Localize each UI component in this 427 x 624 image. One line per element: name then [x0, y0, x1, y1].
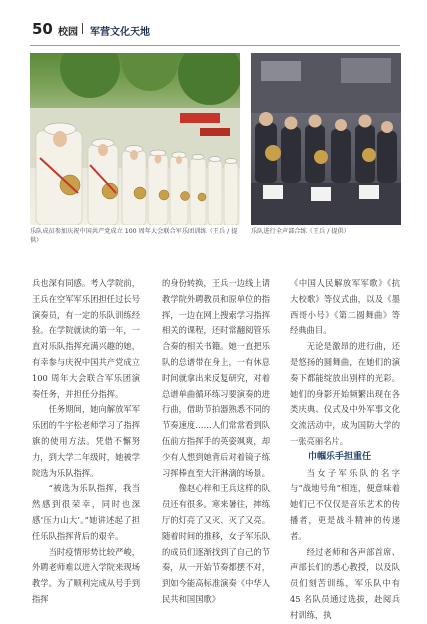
- text-column-3: [290, 276, 400, 624]
- header-rule: [30, 45, 400, 46]
- section-name: 校园: [58, 27, 78, 38]
- text-column-2: [162, 276, 270, 608]
- paragraph: 无论是激昂的进行曲，还是悠扬的圆舞曲，在她们的演奏下都能绽放出别样的光彩。她们的身影开始频繁出现在各类庆典、仪式及中外军事文化交流活动中，成为国防大学的一张亮丽名片。: [290, 341, 400, 446]
- paragraph: 的身份转换，王兵一边线上请教学院外聘教员和原单位的指挥，一边在网上搜索学习指挥相关的课程，还时常翻阅管乐合奏的相关书籍。她一直把乐队的总谱带在身上，一有休息时间就拿出来反复研究，对着总谱单曲循环练习要演奏的进行曲，借助节拍器熟悉不同的节奏速度……人们常常看到队伍前方指挥手的英姿飒爽，却少有人想到她背后对着镜子练习挥棒直至大汗淋漓的场景。: [162, 278, 270, 478]
- section-subheading: 巾帼乐手担重任: [308, 451, 372, 462]
- paragraph: 经过老师和各声部首席、声部长们的悉心教授，以及队员们刻苦训练，军乐队中有 45 名队员通过选拔，赴阅兵村训练，执: [290, 546, 400, 620]
- left-photo-caption: 乐队成员参加庆祝中国共产党成立 100 周年大会联合军乐团训练（王兵 / 提供）: [30, 228, 238, 244]
- paragraph: 像赵心梓和王兵这样的队员还有很多。寒来暑往，摔练厅的灯亮了又灭、灭了又亮。随着时间的推移，女子军乐队的成员们逐渐找到了自己的节奏，从一开始节奏都摆不对，到如今能高标准演奏《中华人民共和国国歌》: [162, 483, 270, 604]
- paragraph: 当时疫情形势比较严峻，外聘老师难以进入学院来现场教学。为了顺利完成从号手到指挥: [32, 546, 140, 604]
- page-number: 50: [32, 20, 53, 38]
- paragraph: 《中国人民解放军军歌》《抗大校歌》等仪式曲，以及《墨西哥小号》《第二圆舞曲》等经典曲目。: [290, 278, 400, 336]
- header-divider: [82, 23, 83, 34]
- paragraph: 任务期间，她向解放军军乐团的牛宇松老师学习了指挥旗的使用方法。凭借不懈努力，到大学二年级时，她被学院选为乐队指挥。: [32, 404, 140, 478]
- right-photo-caption: 乐队进行全声部合练（王兵 / 提供）: [251, 228, 350, 235]
- column-name: 军营文化天地: [90, 27, 150, 38]
- text-column-1: [32, 276, 140, 608]
- paragraph: 兵也深有同感。考入学院前，王兵在空军军乐团担任过长号演奏员，有一定的乐队训练经验。在学院就读的第一年，一直对乐队指挥充满兴趣的她，有幸参与庆祝中国共产党成立 100 周年大会联合军乐团演奏任务，并担任分指挥。: [32, 278, 140, 399]
- band-training-photo: [30, 53, 240, 225]
- paragraph: 当女子军乐队的名字与“战地号角”相连，便意味着她们已不仅仅是音乐艺术的传播者，更是战斗精神的传递者。: [290, 467, 400, 541]
- paragraph: “被选为乐队指挥，我当然感到很荣幸，同时也深感‘压力山大’。”她讲述起了担任乐队指挥背后的艰辛。: [32, 483, 140, 541]
- page-header: [0, 0, 427, 40]
- rehearsal-photo: [251, 53, 401, 225]
